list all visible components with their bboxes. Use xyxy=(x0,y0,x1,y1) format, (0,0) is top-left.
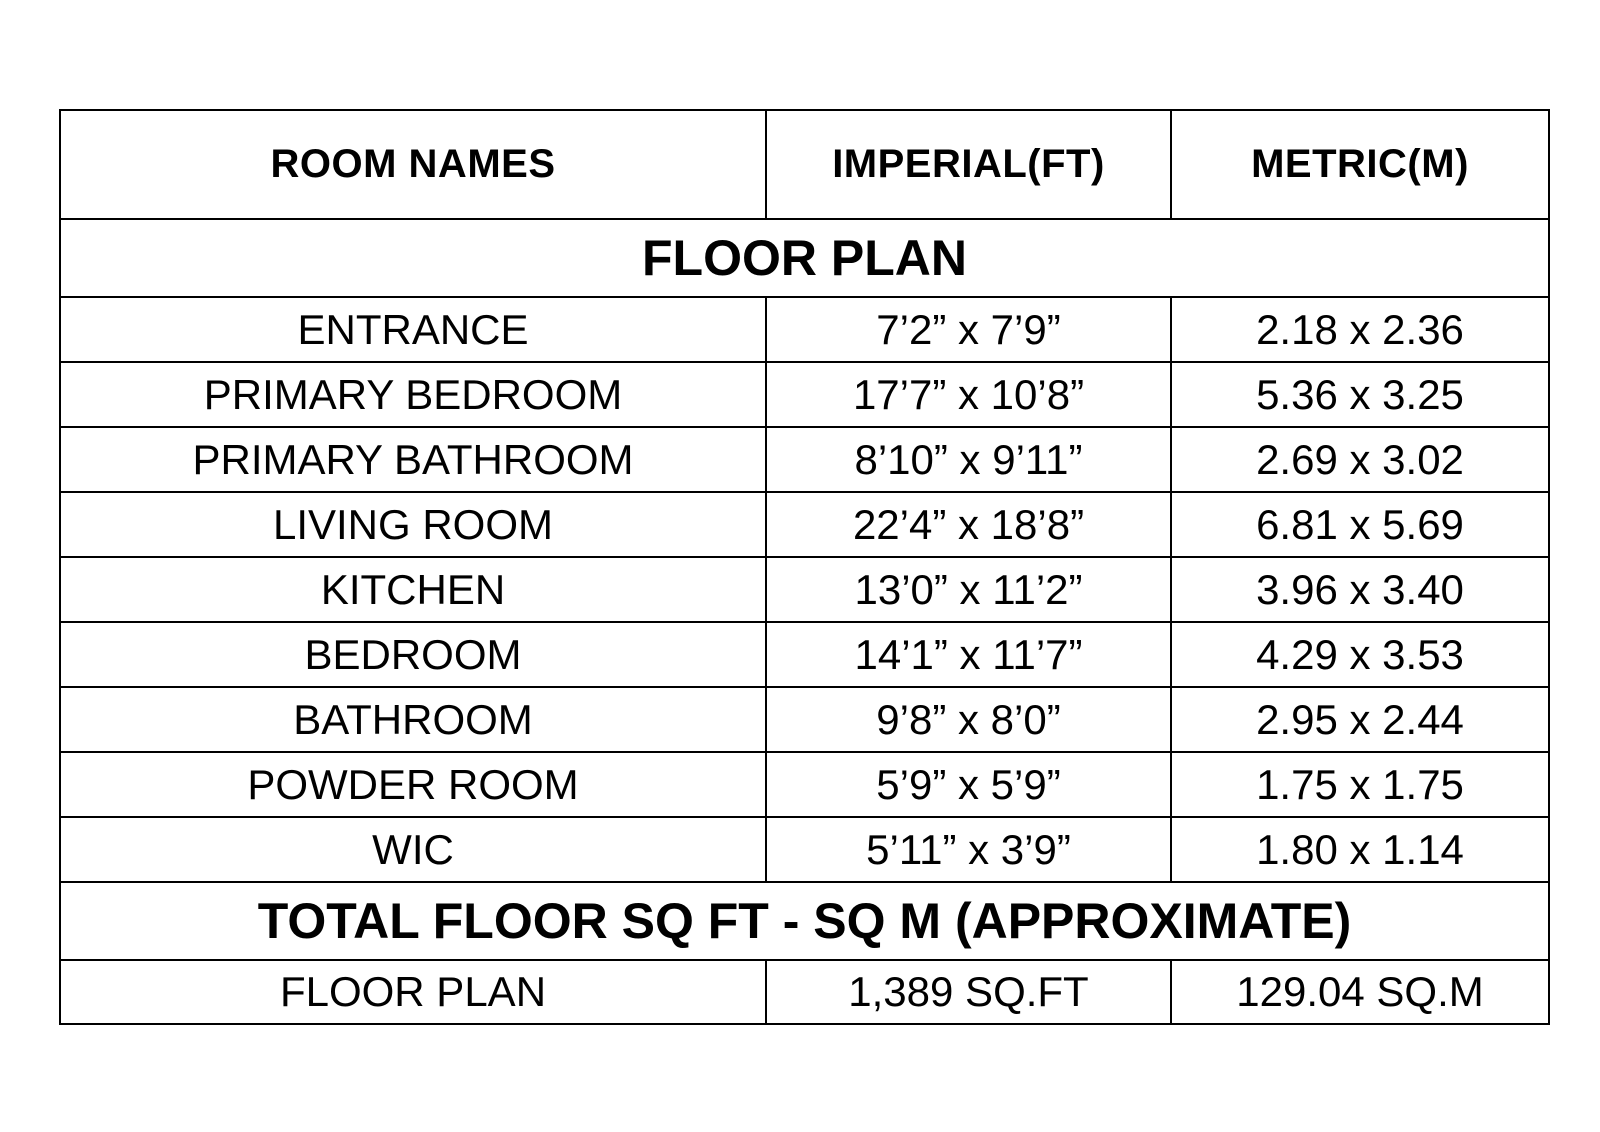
room-name-cell: BEDROOM xyxy=(60,622,766,687)
room-name-cell: ENTRANCE xyxy=(60,297,766,362)
room-name-cell: KITCHEN xyxy=(60,557,766,622)
header-imperial: IMPERIAL(FT) xyxy=(766,110,1171,219)
imperial-cell: 8’10” x 9’11” xyxy=(766,427,1171,492)
total-imperial-cell: 1,389 SQ.FT xyxy=(766,960,1171,1024)
metric-cell: 1.80 x 1.14 xyxy=(1171,817,1549,882)
room-name-cell: WIC xyxy=(60,817,766,882)
table-row xyxy=(60,817,1549,882)
imperial-cell: 7’2” x 7’9” xyxy=(766,297,1171,362)
total-title: TOTAL FLOOR SQ FT - SQ M (APPROXIMATE) xyxy=(60,882,1549,960)
table-row xyxy=(60,752,1549,817)
imperial-cell: 9’8” x 8’0” xyxy=(766,687,1171,752)
table-row xyxy=(60,557,1549,622)
total-row xyxy=(60,960,1549,1024)
total-metric-cell: 129.04 SQ.M xyxy=(1171,960,1549,1024)
metric-cell: 3.96 x 3.40 xyxy=(1171,557,1549,622)
total-title-row xyxy=(60,882,1549,960)
metric-cell: 5.36 x 3.25 xyxy=(1171,362,1549,427)
table-row xyxy=(60,362,1549,427)
metric-cell: 2.95 x 2.44 xyxy=(1171,687,1549,752)
imperial-cell: 13’0” x 11’2” xyxy=(766,557,1171,622)
room-dimensions-table xyxy=(59,109,1550,1025)
table-row xyxy=(60,687,1549,752)
imperial-cell: 22’4” x 18’8” xyxy=(766,492,1171,557)
room-name-cell: POWDER ROOM xyxy=(60,752,766,817)
imperial-cell: 17’7” x 10’8” xyxy=(766,362,1171,427)
section-title: FLOOR PLAN xyxy=(60,219,1549,297)
room-name-cell: PRIMARY BATHROOM xyxy=(60,427,766,492)
table-row xyxy=(60,622,1549,687)
header-room-names: ROOM NAMES xyxy=(60,110,766,219)
metric-cell: 4.29 x 3.53 xyxy=(1171,622,1549,687)
header-row xyxy=(60,110,1549,219)
metric-cell: 6.81 x 5.69 xyxy=(1171,492,1549,557)
room-name-cell: PRIMARY BEDROOM xyxy=(60,362,766,427)
section-row xyxy=(60,219,1549,297)
room-name-cell: BATHROOM xyxy=(60,687,766,752)
imperial-cell: 14’1” x 11’7” xyxy=(766,622,1171,687)
metric-cell: 2.69 x 3.02 xyxy=(1171,427,1549,492)
header-metric: METRIC(M) xyxy=(1171,110,1549,219)
table-row xyxy=(60,492,1549,557)
metric-cell: 2.18 x 2.36 xyxy=(1171,297,1549,362)
total-room-cell: FLOOR PLAN xyxy=(60,960,766,1024)
imperial-cell: 5’9” x 5’9” xyxy=(766,752,1171,817)
table-row xyxy=(60,427,1549,492)
imperial-cell: 5’11” x 3’9” xyxy=(766,817,1171,882)
metric-cell: 1.75 x 1.75 xyxy=(1171,752,1549,817)
room-name-cell: LIVING ROOM xyxy=(60,492,766,557)
table-row xyxy=(60,297,1549,362)
room-dimensions-sheet xyxy=(59,109,1548,1025)
